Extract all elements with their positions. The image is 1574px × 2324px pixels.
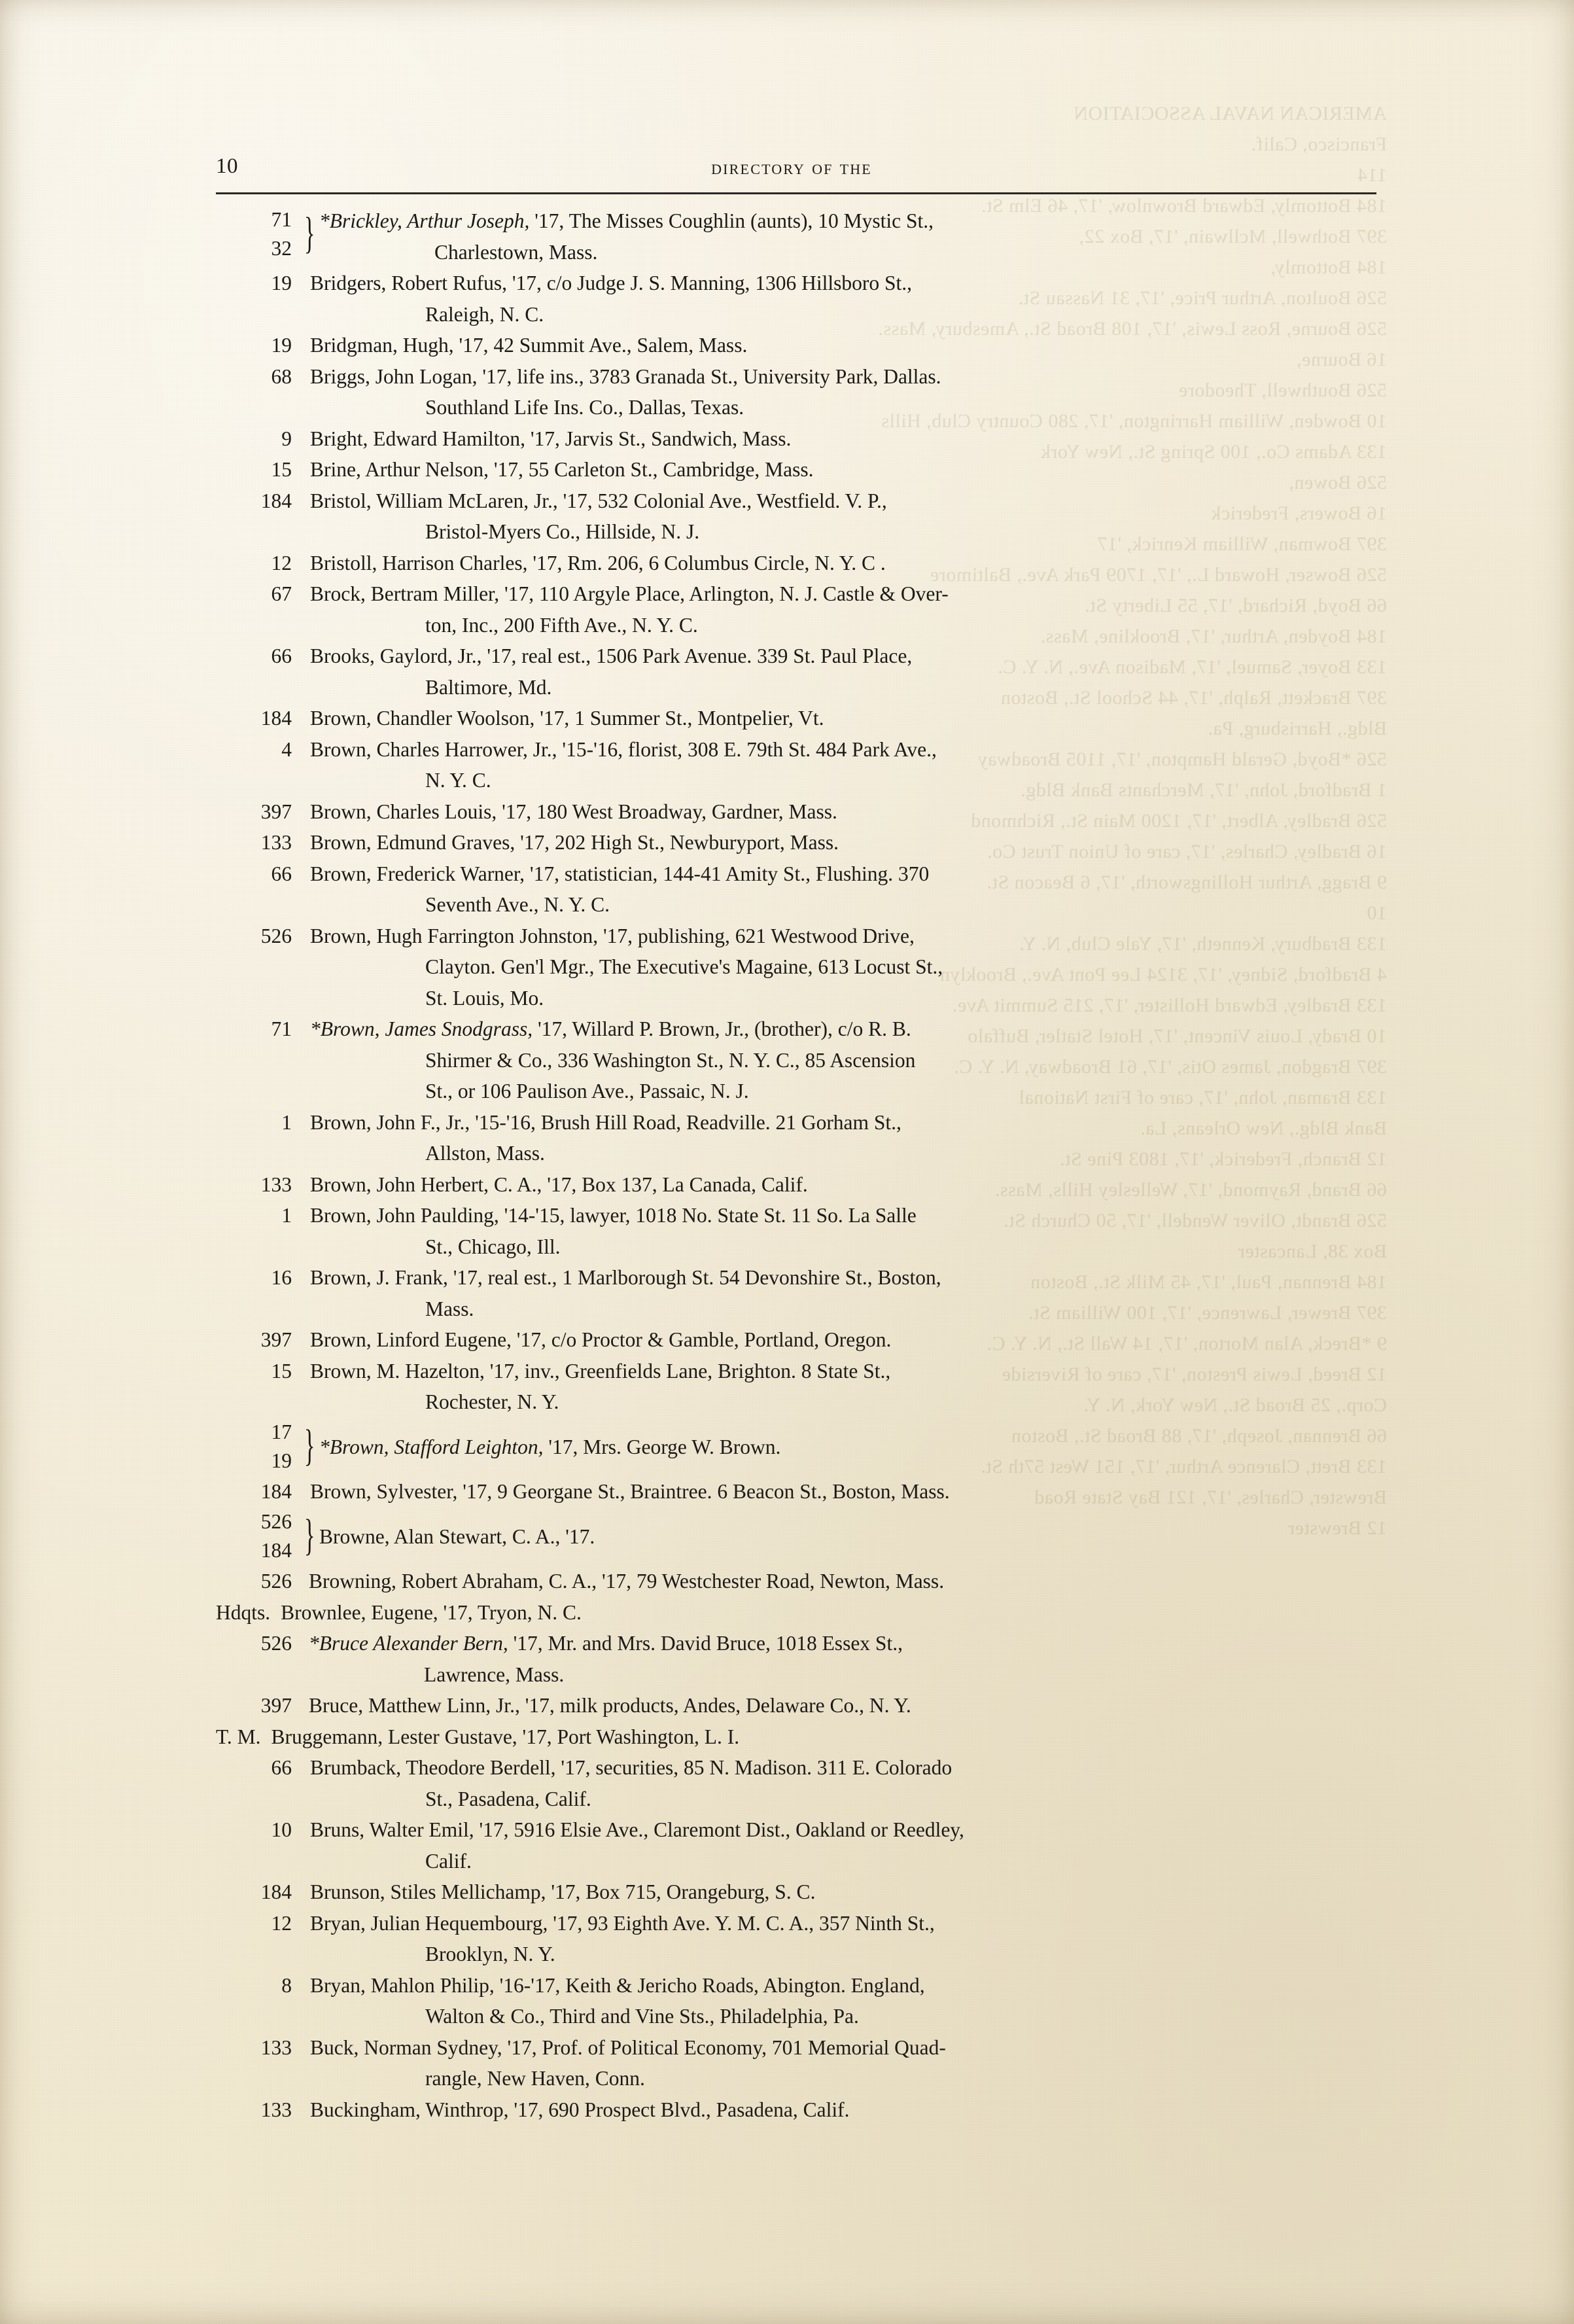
entry-class-number: 184 — [260, 707, 292, 730]
entry-class-number: Hdqts. — [216, 1600, 271, 1624]
entry-detail: '17, Willard P. Brown, Jr., (brother), c/o R. B. — [533, 1017, 911, 1040]
entry-name-italic: *Brown, James Snodgrass, — [310, 1017, 533, 1040]
entry-text — [309, 1628, 1367, 1690]
entry-detail: Brine, Arthur Nelson, '17, 55 Carleton St., Cambridge, Mass. — [310, 458, 814, 481]
entry-text — [309, 1169, 1367, 1201]
entry-text — [309, 796, 1367, 828]
entry-text — [309, 268, 1367, 330]
entry-class-number: 67 — [271, 582, 292, 605]
entry-first-line — [310, 707, 824, 730]
entry-class-number: 133 — [260, 2035, 292, 2059]
entry-continuation-line — [310, 983, 1367, 1014]
entry-text — [309, 921, 1367, 1014]
entry-first-line — [310, 1912, 935, 1935]
entry-first-line — [310, 862, 929, 885]
entry-text — [309, 1013, 1367, 1107]
entry-class-number: 4 — [281, 737, 292, 761]
entry-text — [309, 485, 1367, 548]
entry-class-number: 133 — [260, 2098, 292, 2121]
directory-entry — [216, 827, 1367, 858]
entry-detail: Shirmer & Co., 336 Washington St., N. Y. C., 85 Ascension — [425, 1048, 916, 1072]
brace-icon: } — [304, 209, 315, 258]
entry-first-line — [310, 1818, 964, 1841]
entry-class-number: 66 — [271, 862, 292, 885]
entry-detail: Briggs, John Logan, '17, life ins., 3783 Granada St., University Park, Dallas. — [310, 364, 941, 388]
entry-first-line — [310, 1204, 917, 1227]
entry-continuation-line — [310, 889, 1367, 921]
entry-text — [318, 1432, 1367, 1463]
entry-detail: Browne, Alan Stewart, C. A., '17. — [319, 1524, 595, 1548]
entry-class-number: 184 — [260, 1538, 292, 1562]
entry-continuation-line — [310, 1846, 1367, 1877]
entry-detail: Rochester, N. Y. — [425, 1390, 559, 1413]
entry-class-numbers — [216, 1507, 318, 1566]
entry-first-line — [310, 1266, 941, 1289]
entry-class-number: 19 — [271, 334, 292, 357]
entry-text — [309, 734, 1367, 796]
entry-text — [309, 2094, 1367, 2126]
entry-detail: Brooks, Gaylord, Jr., '17, real est., 1506 Park Avenue. 339 St. Paul Place, — [310, 644, 913, 667]
entry-detail: Bruce, Matthew Linn, Jr., '17, milk products, Andes, Delaware Co., N. Y. — [309, 1694, 911, 1717]
entry-detail: Bristol, William McLaren, Jr., '17, 532 Colonial Ave., Westfield. V. P., — [310, 489, 887, 512]
entry-continuation-line — [310, 1138, 1367, 1169]
entry-detail: Bryan, Julian Hequembourg, '17, 93 Eighth Ave. Y. M. C. A., 357 Ninth St., — [310, 1911, 935, 1935]
directory-entry — [216, 361, 1367, 423]
entry-text — [309, 858, 1367, 921]
directory-entry — [216, 454, 1367, 485]
directory-entry — [216, 1597, 1367, 1629]
entry-class-number: 526 — [260, 924, 292, 947]
entry-text — [309, 1476, 1367, 1507]
entry-text — [309, 1814, 1367, 1876]
entry-continuation-line — [310, 299, 1367, 330]
entry-text — [309, 1876, 1367, 1908]
entry-class-number: 71 — [271, 208, 292, 231]
directory-entry — [216, 1908, 1367, 1970]
header-rule — [216, 192, 1376, 194]
entry-first-line — [310, 365, 941, 388]
directory-entry — [216, 423, 1367, 455]
directory-entry — [216, 703, 1367, 734]
entry-first-line — [310, 831, 839, 854]
entry-detail: Mass. — [425, 1297, 474, 1320]
entry-detail: Brown, M. Hazelton, '17, inv., Greenfields Lane, Brighton. 8 State St., — [310, 1359, 891, 1382]
directory-entry — [216, 1169, 1367, 1201]
entry-detail: Brock, Bertram Miller, '17, 110 Argyle Place, Arlington, N. J. Castle & Over- — [310, 582, 949, 605]
entry-class-number: 1 — [281, 1110, 292, 1134]
entry-first-line — [310, 552, 886, 574]
directory-entry — [216, 796, 1367, 828]
entry-detail: Raleigh, N. C. — [425, 302, 544, 326]
entry-text — [309, 2032, 1367, 2094]
entry-detail: Buck, Norman Sydney, '17, Prof. of Political Economy, 701 Memorial Quad- — [310, 2035, 946, 2059]
directory-entry — [216, 1628, 1367, 1690]
entry-text — [271, 1721, 1367, 1753]
entry-first-line — [281, 1601, 582, 1624]
entry-class-number: 397 — [260, 1694, 292, 1717]
entry-class-number: 133 — [260, 831, 292, 854]
directory-entry — [216, 1013, 1367, 1107]
entry-detail: '17, The Misses Coughlin (aunts), 10 Mystic St., — [529, 209, 934, 232]
entry-detail: Calif. — [425, 1849, 472, 1873]
entry-class-number: 15 — [271, 458, 292, 481]
entry-detail: '17, Mr. and Mrs. David Bruce, 1018 Essex St., — [508, 1632, 903, 1655]
directory-entry — [216, 1356, 1367, 1418]
entry-first-line — [310, 800, 837, 823]
entry-continuation-line — [310, 392, 1367, 423]
entry-continuation-line — [310, 951, 1367, 983]
entry-first-line — [271, 1725, 740, 1748]
entry-continuation-line — [310, 1231, 1367, 1263]
entry-class-number: 68 — [271, 364, 292, 388]
entry-continuation-line — [310, 1045, 1367, 1076]
entry-class-numbers — [216, 205, 318, 264]
entry-class-number: 66 — [271, 644, 292, 667]
entry-detail: Baltimore, Md. — [425, 675, 552, 699]
entry-class-number: 9 — [281, 427, 292, 450]
entry-continuation-line — [310, 516, 1367, 548]
running-title: directory of the — [711, 156, 872, 179]
entry-continuation-line — [309, 1659, 1367, 1691]
entry-class-number: 12 — [271, 551, 292, 574]
entry-text — [309, 548, 1367, 579]
directory-entry — [216, 641, 1367, 703]
directory-entry — [216, 1507, 1367, 1566]
entry-detail: Bristol-Myers Co., Hillside, N. J. — [425, 520, 700, 543]
entry-detail: Seventh Ave., N. Y. C. — [425, 893, 610, 916]
entry-continuation-line — [310, 1386, 1367, 1418]
entry-detail: Southland Life Ins. Co., Dallas, Texas. — [425, 396, 744, 419]
entry-class-number: 184 — [260, 1880, 292, 1903]
entry-text — [309, 827, 1367, 858]
entry-first-line — [319, 1525, 595, 1548]
entry-continuation-line — [310, 610, 1367, 641]
entry-class-number: 71 — [271, 1017, 292, 1040]
directory-entry — [216, 1200, 1367, 1262]
entry-name-italic: *Brown, Stafford Leighton, — [319, 1435, 544, 1458]
entry-detail: Brown, Hugh Farrington Johnston, '17, publishing, 621 Westwood Drive, — [310, 924, 915, 947]
entry-first-line — [310, 1480, 950, 1503]
entry-detail: Bright, Edward Hamilton, '17, Jarvis St., Sandwich, Mass. — [310, 427, 792, 450]
directory-entry — [216, 1876, 1367, 1908]
entry-detail: St. Louis, Mo. — [425, 986, 544, 1010]
entry-text — [318, 1521, 1367, 1553]
entry-detail: rangle, New Haven, Conn. — [425, 2067, 645, 2090]
entry-first-line — [309, 1632, 903, 1655]
entry-first-line — [310, 427, 791, 450]
directory-entry — [216, 1262, 1367, 1324]
entry-detail: Brown, Sylvester, '17, 9 Georgane St., Braintree. 6 Beacon St., Boston, Mass. — [310, 1480, 950, 1503]
page-number: 10 — [216, 154, 238, 178]
entry-first-line — [319, 1435, 780, 1458]
entry-text — [309, 1752, 1367, 1814]
entry-detail: Charlestown, Mass. — [434, 240, 598, 264]
entry-first-line — [310, 1111, 901, 1134]
directory-entry — [216, 1324, 1367, 1356]
entry-text — [309, 1107, 1367, 1169]
entry-detail: Brooklyn, N. Y. — [425, 1943, 555, 1965]
entry-first-line — [319, 209, 934, 232]
entry-class-number: 19 — [271, 272, 292, 294]
entry-class-number: 397 — [260, 800, 292, 823]
directory-entry — [216, 205, 1367, 268]
entry-class-number: 526 — [260, 1632, 292, 1655]
directory-entry — [216, 2032, 1367, 2094]
entry-detail: Brown, Linford Eugene, '17, c/o Proctor & Gamble, Portland, Oregon. — [310, 1328, 892, 1351]
entry-first-line — [310, 738, 937, 761]
entry-detail: Brown, John Herbert, C. A., '17, Box 137, La Canada, Calif. — [310, 1172, 808, 1196]
entry-first-line — [310, 1756, 952, 1779]
entry-text — [318, 205, 1367, 268]
directory-entry — [216, 858, 1367, 921]
entry-detail: ton, Inc., 200 Fifth Ave., N. Y. C. — [425, 613, 698, 637]
entry-first-line — [310, 2036, 946, 2059]
entry-first-line — [310, 1974, 925, 1997]
entry-name-italic: *Brickley, Arthur Joseph, — [319, 209, 530, 232]
entry-text — [309, 330, 1367, 361]
entry-continuation-line — [310, 765, 1367, 796]
directory-entry — [216, 548, 1367, 579]
directory-entry — [216, 734, 1367, 796]
entry-detail: Brown, Chandler Woolson, '17, 1 Summer St., Montpelier, Vt. — [310, 707, 824, 730]
entry-class-number: 12 — [271, 1911, 292, 1935]
entry-continuation-line — [310, 1784, 1367, 1815]
entry-text — [309, 361, 1367, 423]
entry-detail: Brown, Edmund Graves, '17, 202 High St., Newburyport, Mass. — [310, 831, 839, 854]
entry-detail: Allston, Mass. — [425, 1142, 545, 1165]
entry-detail: Walton & Co., Third and Vine Sts., Philadelphia, Pa. — [425, 2005, 859, 2028]
entry-detail: Brown, Charles Louis, '17, 180 West Broadway, Gardner, Mass. — [310, 800, 837, 823]
entry-class-number: 1 — [281, 1204, 292, 1227]
directory-entry — [216, 578, 1367, 641]
entry-detail: Bristoll, Harrison Charles, '17, Rm. 206, 6 Columbus Circle, N. Y. C . — [310, 551, 886, 574]
entry-text — [309, 1566, 1367, 1597]
directory-entry — [216, 1752, 1367, 1814]
directory-entry — [216, 485, 1367, 548]
entry-text — [309, 1908, 1367, 1970]
directory-entry — [216, 1476, 1367, 1507]
entry-first-line — [310, 458, 813, 481]
entry-class-number: 17 — [271, 1420, 292, 1443]
entry-text — [281, 1597, 1367, 1629]
entry-detail: Clayton. Gen'l Mgr., The Executive's Magaine, 613 Locust St., — [425, 955, 943, 978]
entry-class-number: 8 — [281, 1973, 292, 1997]
entry-detail: Bridgers, Robert Rufus, '17, c/o Judge J. S. Manning, 1306 Hillsboro St., — [310, 272, 913, 294]
entry-detail: Brunson, Stiles Mellichamp, '17, Box 715, Orangeburg, S. C. — [310, 1880, 816, 1903]
directory-entry — [216, 268, 1367, 330]
directory-entry — [216, 1970, 1367, 2032]
entry-text — [309, 578, 1367, 641]
entry-detail: Brown, Frederick Warner, '17, statistician, 144-41 Amity St., Flushing. 370 — [310, 862, 930, 885]
entry-first-line — [309, 1694, 911, 1717]
entry-continuation-line — [310, 672, 1367, 703]
entry-text — [309, 1690, 1367, 1721]
entry-detail: Bruns, Walter Emil, '17, 5916 Elsie Ave., Claremont Dist., Oakland or Reedley, — [310, 1818, 964, 1841]
entry-class-number: 15 — [271, 1359, 292, 1382]
brace-icon: } — [304, 1421, 315, 1470]
entry-first-line — [310, 1017, 911, 1040]
entry-class-number: 184 — [260, 489, 292, 512]
entry-detail: St., Chicago, Ill. — [425, 1235, 561, 1258]
running-head — [216, 150, 1367, 202]
entry-text — [309, 1262, 1367, 1324]
entry-continuation-line — [310, 2063, 1367, 2094]
entry-detail: Brown, Charles Harrower, Jr., '15-'16, florist, 308 E. 79th St. 484 Park Ave., — [310, 737, 937, 761]
brace-icon: } — [304, 1511, 315, 1560]
entry-continuation-line — [310, 2001, 1367, 2032]
entry-text — [309, 1324, 1367, 1356]
entry-text — [309, 1200, 1367, 1262]
entry-detail: St., or 106 Paulison Ave., Passaic, N. J. — [425, 1080, 749, 1102]
entry-first-line — [310, 582, 949, 605]
entry-class-number: 133 — [260, 1172, 292, 1196]
directory-entry — [216, 1418, 1367, 1477]
entry-detail: Bridgman, Hugh, '17, 42 Summit Ave., Salem, Mass. — [310, 334, 748, 357]
entry-class-number: 397 — [260, 1328, 292, 1351]
entry-first-line — [310, 1173, 808, 1196]
entry-first-line — [310, 644, 912, 667]
directory-entry-list — [216, 205, 1367, 2125]
entry-continuation-line — [310, 1939, 1367, 1970]
entry-class-number: 19 — [271, 1449, 292, 1472]
entry-class-number: 32 — [271, 237, 292, 260]
entry-text — [309, 703, 1367, 734]
entry-text — [309, 1356, 1367, 1418]
directory-entry — [216, 330, 1367, 361]
entry-class-number: 66 — [271, 1756, 292, 1779]
entry-class-number: 184 — [260, 1480, 292, 1503]
entry-class-numbers — [216, 1418, 318, 1477]
entry-first-line — [310, 924, 915, 947]
directory-entry — [216, 921, 1367, 1014]
entry-detail: Brumback, Theodore Berdell, '17, securities, 85 N. Madison. 311 E. Colorado — [310, 1756, 953, 1779]
entry-class-number: T. M. — [216, 1725, 261, 1748]
entry-text — [309, 423, 1367, 455]
entry-first-line — [310, 2098, 849, 2121]
directory-entry — [216, 1690, 1367, 1721]
entry-first-line — [309, 1570, 944, 1593]
page-content — [216, 150, 1367, 2125]
entry-class-number: 526 — [260, 1509, 292, 1533]
directory-entry — [216, 1721, 1367, 1753]
entry-first-line — [310, 272, 912, 294]
entry-detail: Buckingham, Winthrop, '17, 690 Prospect Blvd., Pasadena, Calif. — [310, 2098, 850, 2121]
directory-entry — [216, 1107, 1367, 1169]
entry-detail: Brown, John Paulding, '14-'15, lawyer, 1018 No. State St. 11 So. La Salle — [310, 1204, 917, 1227]
entry-class-number: 526 — [260, 1570, 292, 1593]
entry-detail: N. Y. C. — [425, 769, 491, 792]
entry-first-line — [310, 1880, 815, 1903]
entry-detail: Bruggemann, Lester Gustave, '17, Port Washington, L. I. — [271, 1725, 740, 1748]
entry-first-line — [310, 1328, 891, 1351]
entry-detail: Lawrence, Mass. — [424, 1663, 565, 1686]
entry-detail: St., Pasadena, Calif. — [425, 1787, 591, 1810]
directory-entry — [216, 1566, 1367, 1597]
entry-first-line — [310, 334, 747, 357]
entry-detail: Brown, John F., Jr., '15-'16, Brush Hill Road, Readville. 21 Gorham St., — [310, 1110, 901, 1134]
directory-entry — [216, 2094, 1367, 2126]
entry-continuation-line — [310, 1076, 1367, 1107]
entry-class-number: 16 — [271, 1266, 292, 1289]
entry-name-italic: *Bruce Alexander Bern, — [309, 1632, 508, 1655]
entry-text — [309, 641, 1367, 703]
entry-detail: Brown, J. Frank, '17, real est., 1 Marlborough St. 54 Devonshire St., Boston, — [310, 1266, 941, 1289]
entry-class-number: 10 — [271, 1818, 292, 1841]
entry-continuation-line — [319, 237, 1367, 268]
entry-text — [309, 1970, 1367, 2032]
entry-detail: '17, Mrs. George W. Brown. — [543, 1435, 781, 1458]
entry-continuation-line — [310, 1294, 1367, 1325]
entry-detail: Bryan, Mahlon Philip, '16-'17, Keith & Jericho Roads, Abington. England, — [310, 1973, 925, 1997]
entry-first-line — [310, 1360, 890, 1382]
directory-entry — [216, 1814, 1367, 1876]
entry-detail: Brownlee, Eugene, '17, Tryon, N. C. — [281, 1600, 582, 1624]
entry-first-line — [310, 489, 887, 512]
entry-text — [309, 454, 1367, 485]
entry-detail: Browning, Robert Abraham, C. A., '17, 79 Westchester Road, Newton, Mass. — [309, 1570, 945, 1593]
